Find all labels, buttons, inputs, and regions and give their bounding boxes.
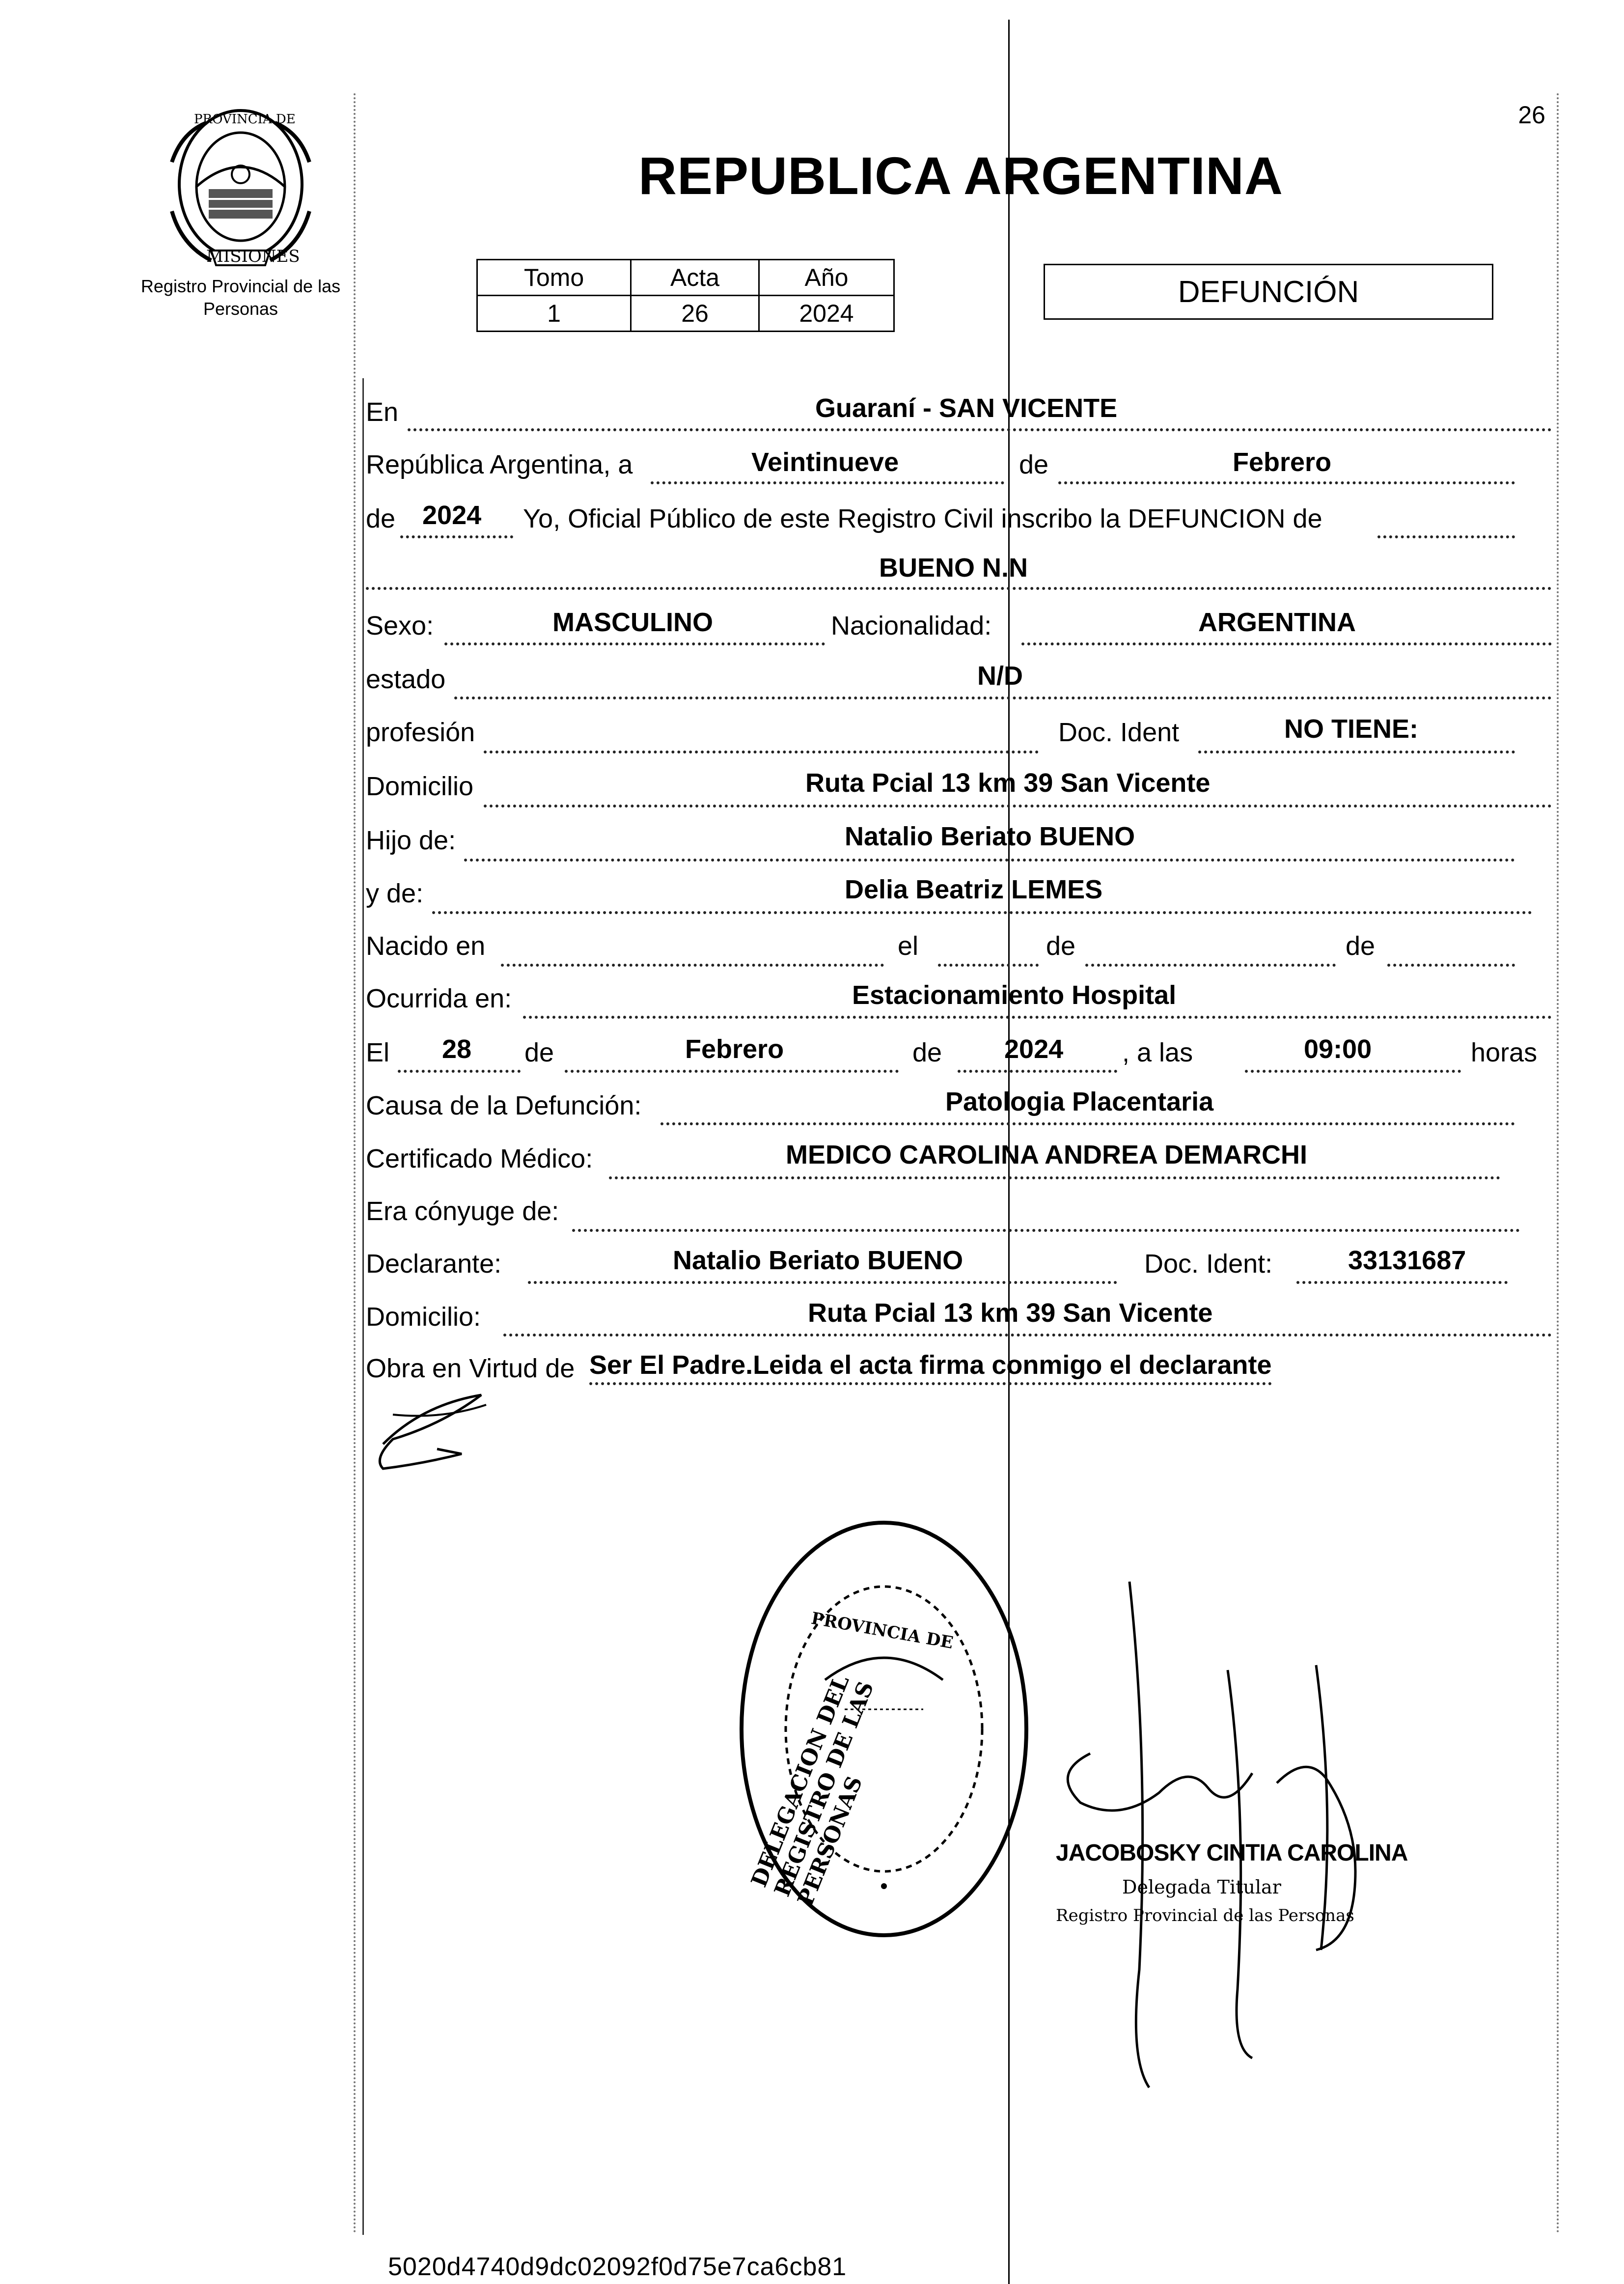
crest-label-bottom: MISIONES — [206, 247, 300, 266]
profesion-underline — [484, 751, 1039, 753]
death-time-underline — [1245, 1070, 1461, 1073]
madre-underline — [432, 911, 1532, 914]
value-ano: 2024 — [759, 296, 894, 332]
margin-line-right — [1557, 93, 1559, 2235]
sexo-underline — [444, 642, 825, 645]
doc-ident2-underline — [1296, 1281, 1508, 1284]
profesion-label: profesión — [366, 718, 475, 747]
doc-ident-value: NO TIENE: — [1284, 714, 1419, 744]
place-underline — [408, 428, 1552, 431]
certificado-label: Certificado Médico: — [366, 1144, 593, 1173]
declarant-signature — [363, 1385, 501, 1474]
crest-label-top: PROVINCIA DE — [194, 112, 296, 127]
nacionalidad-value: ARGENTINA — [1198, 608, 1356, 637]
de3-label: de — [1346, 931, 1376, 961]
doc-ident-underline — [1198, 751, 1515, 753]
el2-label: El — [366, 1038, 390, 1067]
deceased-name-value: BUENO N.N — [879, 553, 1028, 583]
declarante-value: Natalio Beriato BUENO — [673, 1246, 963, 1275]
obra-label: Obra en Virtud de — [366, 1354, 575, 1383]
republica-label: República Argentina, a — [366, 450, 633, 479]
obra-value: Ser El Padre.Leida el acta firma conmigo el declarante — [589, 1350, 1272, 1385]
certificado-underline — [609, 1176, 1500, 1179]
year-value: 2024 — [422, 501, 482, 530]
estado-value: N/D — [977, 661, 1023, 691]
de2-underline — [1085, 964, 1336, 967]
horas-label: horas — [1471, 1038, 1538, 1067]
document-hash: 5020d4740d9dc02092f0d75e7ca6cb81 — [388, 2253, 847, 2281]
estado-underline — [454, 696, 1552, 699]
nacido-label: Nacido en — [366, 931, 486, 961]
nacido-underline — [501, 964, 884, 967]
officer-stamp-title: Delegada Titular — [1122, 1876, 1281, 1898]
en-label: En — [366, 397, 399, 427]
country-title: REPUBLICA ARGENTINA — [638, 146, 1283, 205]
doc-ident2-label: Doc. Ident: — [1144, 1249, 1273, 1279]
domicilio2-value: Ruta Pcial 13 km 39 San Vicente — [808, 1298, 1213, 1328]
alas-label: , a las — [1122, 1038, 1193, 1067]
madre-value: Delia Beatriz LEMES — [845, 875, 1103, 904]
header-tomo: Tomo — [477, 260, 631, 296]
de-label: de — [1019, 450, 1049, 479]
de2-label: de — [1046, 931, 1076, 961]
causa-underline — [661, 1122, 1515, 1125]
el-underline — [938, 964, 1039, 967]
seal-outer-text: DELEGACION DEL REGISTRO DE LAS PERSONAS — [746, 1671, 879, 1910]
domicilio2-underline — [503, 1334, 1552, 1337]
officer-underline — [1377, 535, 1515, 538]
margin-line-left-inner — [362, 378, 364, 2235]
officer-stamp-name: JACOBOSKY CINTIA CAROLINA — [1056, 1840, 1408, 1866]
record-type-box — [1044, 264, 1493, 320]
padre-underline — [464, 859, 1515, 862]
record-table-value-row — [477, 296, 894, 332]
doc-ident-label: Doc. Ident — [1058, 718, 1180, 747]
header-acta: Acta — [631, 260, 759, 296]
nacionalidad-label: Nacionalidad: — [831, 611, 992, 641]
causa-value: Patologia Placentaria — [945, 1087, 1214, 1116]
year-underline — [400, 535, 513, 538]
domicilio2-label: Domicilio: — [366, 1302, 481, 1332]
death-year-underline — [958, 1070, 1117, 1073]
value-tomo: 1 — [477, 296, 631, 332]
record-table — [476, 259, 895, 332]
de5-label: de — [912, 1038, 942, 1067]
el-label: el — [898, 931, 919, 961]
declarante-underline — [528, 1281, 1117, 1284]
record-table-header-row — [477, 260, 894, 296]
officer-signature — [1021, 1567, 1414, 2107]
margin-line-left — [354, 93, 356, 2235]
deceased-underline — [366, 587, 1552, 590]
conyuge-underline — [572, 1229, 1520, 1232]
ocurrida-label: Ocurrida en: — [366, 984, 512, 1013]
place-value: Guaraní - SAN VICENTE — [815, 393, 1118, 423]
domicilio-underline — [484, 805, 1552, 808]
de3-underline — [1387, 964, 1515, 967]
death-day-value: 28 — [442, 1034, 472, 1064]
death-year-value: 2024 — [1004, 1034, 1064, 1064]
death-month-value: Febrero — [685, 1034, 784, 1064]
province-crest-logo — [162, 103, 319, 270]
month-value: Febrero — [1233, 447, 1332, 477]
conyuge-label: Era cónyuge de: — [366, 1197, 559, 1226]
causa-label: Causa de la Defunción: — [366, 1091, 642, 1120]
year-prefix-label: de — [366, 504, 396, 533]
certificado-value: MEDICO CAROLINA ANDREA DEMARCHI — [786, 1140, 1307, 1170]
day-words-underline — [651, 481, 1004, 484]
seal-inner-text: PROVINCIA DE — [809, 1608, 955, 1653]
hijo-label: Hijo de: — [366, 826, 456, 855]
header-ano: Año — [759, 260, 894, 296]
officer-stamp-office: Registro Provincial de las Personas — [1056, 1906, 1354, 1925]
month-underline — [1058, 481, 1515, 484]
record-type-label: DEFUNCIÓN — [1178, 275, 1359, 309]
ocurrida-value: Estacionamiento Hospital — [852, 980, 1177, 1010]
de4-label: de — [524, 1038, 554, 1067]
death-day-underline — [398, 1070, 521, 1073]
nacionalidad-underline — [1021, 642, 1552, 645]
sexo-label: Sexo: — [366, 611, 434, 641]
death-time-value: 09:00 — [1304, 1034, 1372, 1064]
yde-label: y de: — [366, 879, 424, 908]
sexo-value: MASCULINO — [552, 608, 713, 637]
officer-text: Yo, Oficial Público de este Registro Civil inscribo la DEFUNCION de — [523, 504, 1322, 533]
declarante-label: Declarante: — [366, 1249, 502, 1279]
registry-label: Registro Provincial de las Personas — [140, 276, 341, 319]
estado-label: estado — [366, 665, 446, 694]
doc-ident2-value: 33131687 — [1348, 1246, 1466, 1275]
domicilio-label: Domicilio — [366, 772, 474, 801]
page-number: 26 — [1518, 101, 1545, 129]
value-acta: 26 — [631, 296, 759, 332]
day-words-value: Veintinueve — [751, 447, 899, 477]
death-month-underline — [565, 1070, 899, 1073]
domicilio-value: Ruta Pcial 13 km 39 San Vicente — [805, 768, 1211, 798]
ocurrida-underline — [523, 1016, 1552, 1019]
padre-value: Natalio Beriato BUENO — [845, 822, 1135, 851]
